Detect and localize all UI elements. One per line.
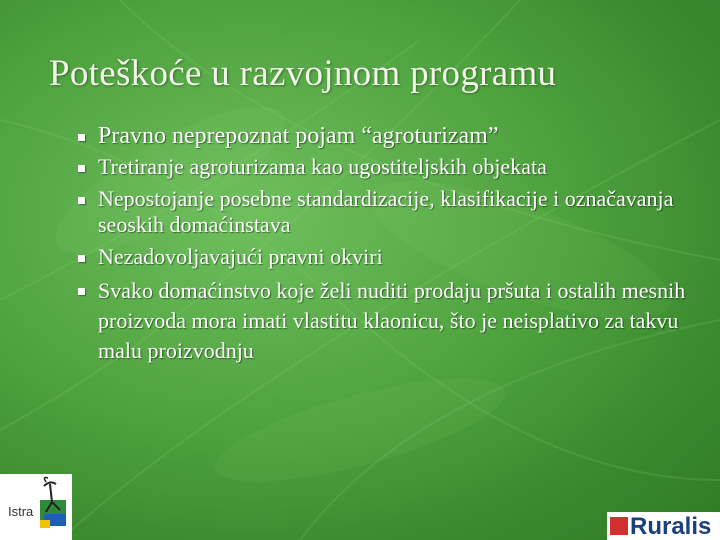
bullet-text: Nezadovoljavajući pravni okviri xyxy=(98,244,383,269)
ruralis-logo xyxy=(607,512,720,540)
bullet-item xyxy=(78,154,698,180)
square-bullet-icon xyxy=(78,197,85,204)
bullet-list xyxy=(78,122,698,366)
bullet-text: Pravno neprepoznat pojam “agroturizam” xyxy=(98,123,499,149)
ruralis-logo-text: Ruralis xyxy=(630,513,712,540)
bullet-item xyxy=(78,186,698,238)
istra-logo xyxy=(0,474,72,540)
square-bullet-icon xyxy=(78,255,85,262)
ruralis-mark-icon xyxy=(610,517,628,535)
square-bullet-icon xyxy=(78,165,85,172)
square-bullet-icon xyxy=(78,288,85,295)
bullet-text: Nepostojanje posebne standardizacije, klasifikacije i označavanja seoskih domaćinstava xyxy=(98,186,674,237)
istra-logo-text: Istra xyxy=(8,504,34,519)
bullet-text: Tretiranje agroturizama kao ugostiteljskih objekata xyxy=(98,154,547,179)
slide-title: Poteškoće u razvojnom programu xyxy=(49,53,557,94)
square-bullet-icon xyxy=(78,134,85,141)
bullet-item xyxy=(78,244,698,270)
bullet-item xyxy=(78,122,698,150)
bullet-item xyxy=(78,276,698,366)
bullet-text: Svako domaćinstvo koje želi nuditi prodaju pršuta i ostalih mesnih proizvoda mora imati vlastitu klaonicu, što je neisplativo za takvu malu proizvodnju xyxy=(98,278,686,363)
